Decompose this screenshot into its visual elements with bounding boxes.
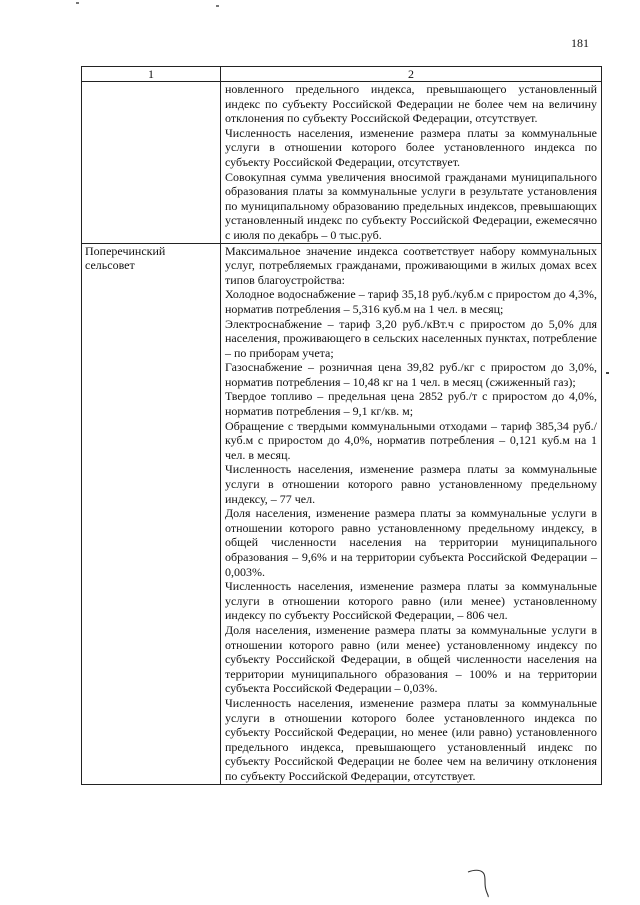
paragraph: Численность населения, изменение размера платы за коммунальные услуги в отношении которого более установленного индекса по субъекту Российской Федерации, но менее (или равно) установленного предельного индекса, превышающего установленный индекс по субъекту Российской Федерации не более чем на величину отклонения по субъекту Российской Федерации, отсутствует.: [225, 695, 597, 783]
scan-speck: [216, 5, 219, 7]
scan-speck: [76, 2, 79, 4]
paragraph: новленного предельного индекса, превышающего установленный индекс по субъекту Российской Федерации не более чем на величину отклонения по субъекту Российской Федерации, отсутствует.: [225, 82, 597, 126]
document-table: [81, 66, 602, 785]
paragraph: Численность населения, изменение размера платы за коммунальные услуги в отношении которого равно установленному предельному индексу, – 77 чел.: [225, 462, 597, 506]
page-number: 181: [571, 36, 589, 50]
paragraph: Доля населения, изменение размера платы за коммунальные услуги в отношении которого равно (или менее) установленному индексу по субъекту Российской Федерации, в общей численности населения на территории муниципального образования – 100% и на территории субъекта Российской Федерации – 0,03%.: [225, 622, 597, 696]
handwritten-mark: [462, 868, 502, 898]
column-header-2: 2: [221, 67, 602, 82]
table-row: [82, 243, 602, 784]
table-header-row: [82, 67, 602, 82]
paragraph: Численность населения, изменение размера платы за коммунальные услуги в отношении которого более установленного индекса по субъекту Российской Федерации, отсутствует.: [225, 125, 597, 169]
column-header-1: 1: [82, 67, 221, 82]
paragraph: Совокупная сумма увеличения вносимой гражданами муниципального образования платы за коммунальные услуги в результате установления по муниципальному образованию предельных индексов, превышающих установленный индекс по субъекту Российской Федерации, ежемесячно с июля по декабрь – 0 тыс.руб.: [225, 169, 597, 242]
paragraph: Газоснабжение – розничная цена 39,82 руб./кг с приростом до 3,0%, норматив потребления – 10,48 кг на 1 чел. в месяц (сжиженный газ);: [225, 360, 597, 389]
row-label-cell: [82, 82, 221, 244]
table-row: [82, 82, 602, 244]
paragraph: Электроснабжение – тариф 3,20 руб./кВт.ч с приростом до 5,0% для населения, проживающего в сельских населенных пунктах, потребление – по приборам учета;: [225, 316, 597, 360]
paragraph: Обращение с твердыми коммунальными отходами – тариф 385,34 руб./куб.м с приростом до 4,0%, норматив потребления – 0,121 куб.м на 1 чел. в месяц.: [225, 418, 597, 462]
paragraph: Холодное водоснабжение – тариф 35,18 руб./куб.м с приростом до 4,3%, норматив потребления – 5,316 куб.м на 1 чел. в месяц;: [225, 287, 597, 316]
margin-mark: [606, 372, 609, 374]
row-label: Поперечинский сельсовет: [85, 243, 166, 273]
row-label-cell: [82, 243, 221, 784]
paragraph: Численность населения, изменение размера платы за коммунальные услуги в отношении которого равно (или менее) установленному индексу по субъекту Российской Федерации, – 806 чел.: [225, 579, 597, 623]
row-content-cell: [221, 82, 602, 244]
paragraph: Максимальное значение индекса соответствует набору коммунальных услуг, потребляемых гражданами, проживающими в жилых домах всех типов благоустройства:: [225, 243, 597, 287]
paragraph: Твердое топливо – предельная цена 2852 руб./т с приростом до 4,0%, норматив потребления – 9,1 кг/кв. м;: [225, 389, 597, 419]
paragraph: Доля населения, изменение размера платы за коммунальные услуги в отношении которого равно установленному предельному индексу, в общей численности населения на территории муниципального образования – 9,6% и на территории субъекта Российской Федерации – 0,003%.: [225, 506, 597, 579]
row-content-cell: [221, 243, 602, 784]
